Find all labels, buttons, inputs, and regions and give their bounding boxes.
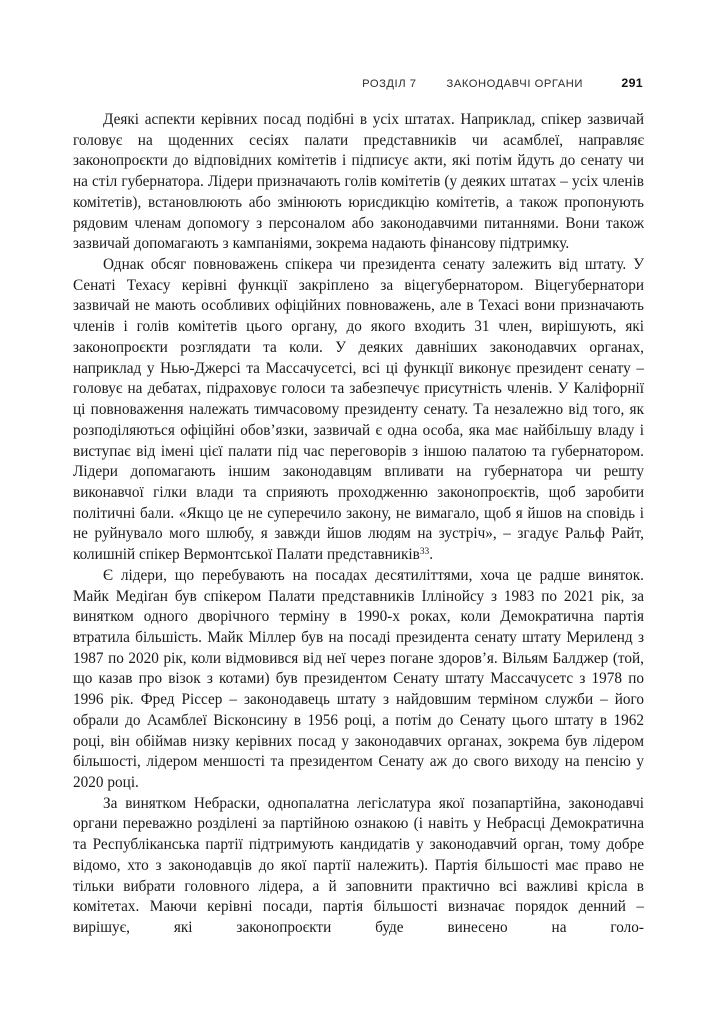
body-text-block	[73, 110, 644, 939]
running-head-section-label: ЗАКОНОДАВЧІ ОРГАНИ	[446, 78, 583, 90]
running-head	[73, 76, 643, 94]
paragraph: За винятком Небраски, однопалатна легіслатура якої позапартійна, законодавчі органи переважно розділені за партійною ознакою (і навіть у Небрасці Демократична та Республіканська партії підтримують кандидатів у законодавчий орган, тому добре відомо, хто з законодавців до якої партії належить). Партія більшості має право не тільки вибрати головного лідера, а й заповнити практично всі важливі крісла в комітетах. Маючи керівні посади, партія більшості визначає порядок денний – вирішує, які законопроєкти буде винесено на голо-	[73, 794, 644, 937]
footnote-marker: 33	[419, 547, 430, 558]
paragraph	[73, 255, 644, 566]
paragraph-text-tail: .	[429, 546, 433, 564]
paragraph-text: Однак обсяг повноважень спікера чи президента сенату залежить від штату. У Сенаті Техасу керівні функції закріплено за віцегубернатором. Віцегубернатори зазвичай не мають особливих офіційних повноважень, але в Техасі вони призначають членів і голів комітетів цього органу, до якого входить 31 член, вирішують, які законопроєкти розглядати та коли. У деяких давніших законодавчих органах, наприклад у Нью-Джерсі та Массачусетсі, всі ці функції виконує президент сенату – головує на дебатах, підраховує голоси та забезпечує присутність членів. У Каліфорнії ці повноваження належать тимчасовому президенту сенату. Та незалежно від того, як розподіляються офіційні обов’язки, зазвичай є одна особа, яка має найбільшу владу і виступає від імені цієї палати під час переговорів з іншою палатою та губернатором. Лідери допомагають іншим законодавцям впливати на губернатора чи решту виконавчої гілки влади та сприяють проходженню законопроєктів, щоб заробити політичні бали. «Якщо це не суперечило закону, не вимагало, щоб я йшов на сповідь і не руйнувало мого шлюбу, я завжди йшов людям на зустріч», – згадує Ральф Райт, колишній спікер Вермонтської Палати представників	[73, 256, 644, 564]
page-number: 291	[621, 76, 643, 90]
paragraph: Є лідери, що перебувають на посадах десятиліттями, хоча це радше виняток. Майк Медіґан був спікером Палати представників Іллінойсу з 1983 по 2021 рік, за винятком одного дворічного терміну в 1990-х роках, коли Демократична партія втратила більшість. Майк Міллер був на посаді президента сенату штату Мериленд з 1987 по 2020 рік, коли відмовився від неї через погане здоров’я. Вільям Балджер (той, що казав про візок з котами) був президентом Сенату штату Массачусетс з 1978 по 1996 рік. Фред Ріссер – законодавець штату з найдовшим терміном служби – його обрали до Асамблеї Вісконсину в 1956 році, а потім до Сенату цього штату в 1962 році, він обіймав низку керівних посад у законодавчих органах, зокрема був лідером більшості, лідером меншості та президентом Сенату аж до свого виходу на пенсію у 2020 році.	[73, 566, 644, 791]
paragraph: Деякі аспекти керівних посад подібні в усіх штатах. Наприклад, спікер зазвичай головує на щоденних сесіях палати представників чи асамблеї, направляє законопроєкти до відповідних комітетів і підписує акти, які потім йдуть до сенату чи на стіл губернатора. Лідери призначають голів комітетів (у деяких штатах – усіх членів комітетів), встановлюють або змінюють юрисдикцію комітетів, а також пропонують рядовим членам допомогу з персоналом або законодавчими питаннями. Вони також зазвичай допомагають з кампаніями, зокрема надають фінансову підтримку.	[73, 111, 644, 253]
running-head-chapter-label: РОЗДІЛ 7	[362, 78, 417, 90]
